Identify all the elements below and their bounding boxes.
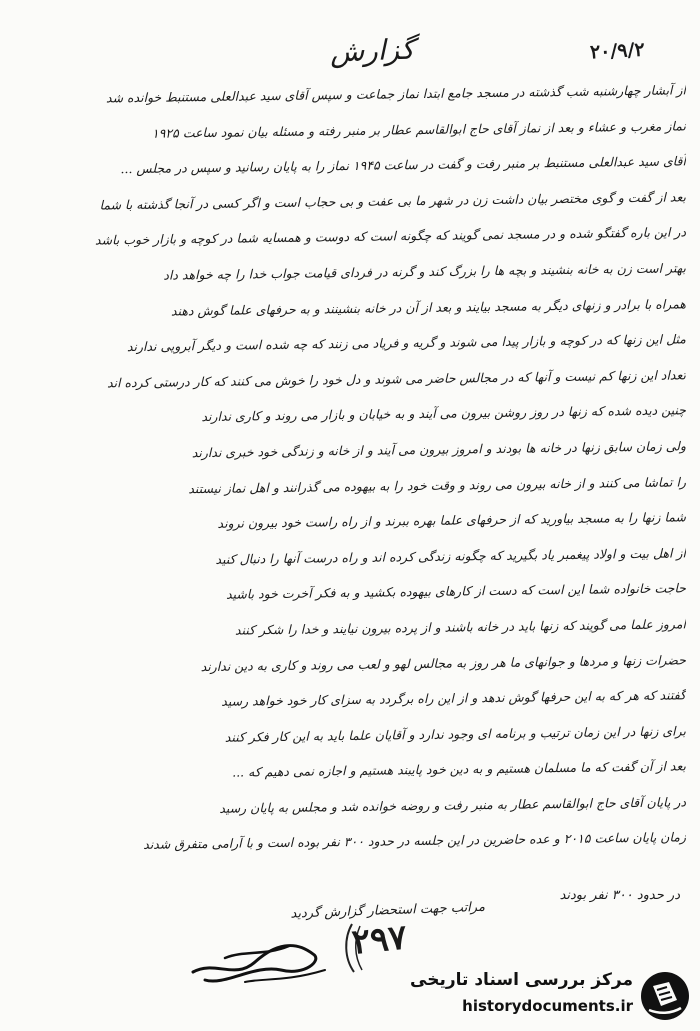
document-line: شما زنها را به مسجد بیاورید که از حرفهای علما بهره ببرند و از راه راست خود بیرون نروند [217,509,687,531]
signoff-line: مراتب جهت استحضار گزارش گردید [290,899,486,922]
document-line: بعد از آن گفت که ما مسلمان هستیم و به دین خود پایبند هستیم و اجازه نمی دهیم که ... [232,758,687,780]
archive-logo-icon [639,970,691,1022]
document-line: بهتر است زن به خانه بنشیند و بچه ها را بزرگ کند و گرنه در فردای قیامت جواب خدا را چه خواهد داد [163,260,687,283]
document-line: گفتند که هر که به این حرفها گوش ندهد و از این راه برگردد به سزای کار خود خواهد رسید [221,687,687,709]
signature-icon [185,920,335,990]
document-line: آقای سید عبدالعلی مستنبط بر منبر رفت و گفت در ساعت ۱۹۴۵ نماز را به پایان رسانید و سپس در مجلس ... [120,153,687,177]
document-line: بعد از گفت و گوی مختصر بیان داشت زن در شهر ما بی عفت و بی حجاب است و اگر کسی در آنجا گذشته با شما [99,189,687,213]
document-line: از آبشار چهارشنبه شب گذشته در مسجد جامع ابتدا نماز جماعت و سپس آقای سید عبدالعلی مستنبط خوانده شد [105,82,687,106]
document-title: گزارش [329,32,415,69]
document-line: تعداد این زنها کم نیست و آنها که در مجالس حاضر می شوند و دل خود را خوش می کنند که کار درستی کرده اند [106,367,687,391]
archive-watermark [410,968,695,1024]
archive-url: historydocuments.ir [462,997,633,1015]
document-line: چنین دیده شده که زنها در روز روشن بیرون می آیند و به خیابان و بازار می روند و کاری ندارند [201,402,687,425]
document-line: را تماشا می کنند و از خانه بیرون می روند و وقت خود را به بیهوده می گذرانند و اهل نماز نیستند [188,473,687,496]
document-line: در این باره گفتگو شده و در مسجد نمی گویند که چگونه است که دوست و همسایه شما در کوچه و بازار خوب باشد [94,224,687,248]
document-line: برای زنها در این زمان ترتیب و برنامه ای وجود ندارد و آقایان علما باید به این کار فکر کنند [224,722,687,745]
closing-line: در حدود ۳۰۰ نفر بودند [559,888,680,903]
document-line: زمان پایان ساعت ۲۰۱۵ و عده حاضرین در این جلسه در حدود ۳۰۰ نفر بوده است و با آرامی متفرق شدند [143,829,687,853]
archive-name: مرکز بررسی اسناد تاریخی [410,970,633,990]
document-line: نماز مغرب و عشاء و بعد از نماز آقای حاج ابوالقاسم عطار بر منبر رفته و مسئله بیان نمود ساعت ۱۹۲۵ [151,117,687,141]
document-line: حاجت خانواده شما این است که دست از کارهای بیهوده بکشید و به فکر آخرت خود باشید [225,580,687,603]
document-line: همراه با برادر و زنهای دیگر به مسجد بیایند و بعد از آن در خانه بنشینند و به حرفهای علما گوش دهند [170,295,687,319]
document-body [14,78,686,861]
document-line: مثل این زنها که در کوچه و بازار پیدا می شوند و گریه و فریاد می زنند که چه شده است و دیگر آبرویی ندارند [126,331,687,355]
document-line: امروز علما می گویند که زنها باید در خانه باشند و از پرده بیرون نیایند و خدا را شکر کنند [234,616,687,638]
document-line: در پایان آقای حاج ابوالقاسم عطار به منبر رفت و روضه خوانده شد و مجلس به پایان رسید [219,794,687,816]
page-number: ۲۹۷ [350,917,409,963]
document-date: ۲۰/۹/۲ [589,38,646,64]
document-line: از اهل بیت و اولاد پیغمبر یاد بگیرید که چگونه زندگی کرده اند و راه درست آنها را دنبال کنید [215,545,687,567]
document-line: ولی زمان سابق زنها در خانه ها بودند و امروز بیرون می آیند و از خانه و زندگی خود خبری ندارند [191,438,687,461]
document-line: حضرات زنها و مردها و جوانهای ما هر روز به مجالس لهو و لعب می روند و کاری به دین ندارند [200,651,687,674]
